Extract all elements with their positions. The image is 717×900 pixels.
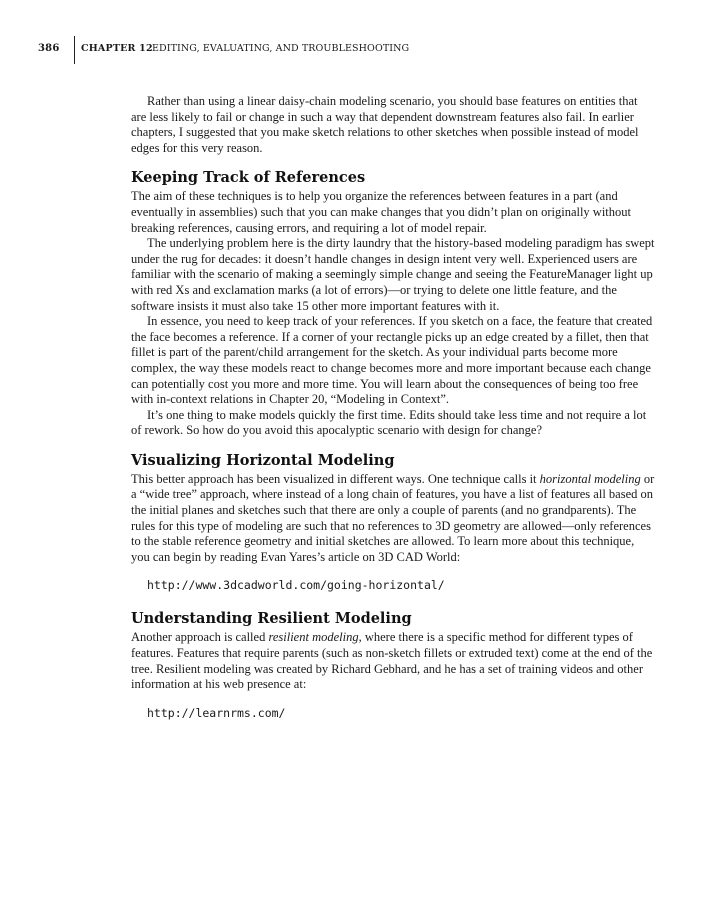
section-heading: Keeping Track of References [131, 169, 366, 187]
body-paragraph: In essence, you need to keep track of your references. If you sketch on a face, the feature that created the face becomes a reference. If a corner of your rectangle picks up an edge created by a fillet, then that fillet is part of the parent/child arrangement for the sketch. As your individual parts become more complex, the way these models react to change becomes more and more important because each change can potentially cost you more and more time. You will learn about the consequences of being too free with in-context relations in Chapter 20, “Modeling in Context”. [131, 314, 653, 407]
body-text: Another approach is called [131, 630, 269, 645]
body-paragraph: It’s one thing to make models quickly the first time. Edits should take less time and not require a lot of rework. So how do you avoid this apocalyptic scenario with design for change? [131, 407, 647, 438]
section-heading: Visualizing Horizontal Modeling [131, 451, 395, 469]
chapter-title: EDITING, EVALUATING, AND TROUBLESHOOTING [152, 43, 410, 54]
italic-term: horizontal modeling [539, 471, 641, 486]
chapter-label: CHAPTER 12 [81, 43, 153, 54]
body-text: or a “wide tree” approach, where instead of a long chain of features, you have a list of features all based on the initial planes and sketches such that there are only a couple of parents (and no grandparents). The rules for this type of modeling are such that no references to 3D geometry are allowed—only references to the stable reference geometry and initial sketches are allowed. To learn more about this technique, you can begin by reading Evan Yares’s article on 3D CAD World: [131, 471, 655, 564]
url-learnrms-link[interactable]: http://learnrms.com/ [147, 705, 286, 720]
body-paragraph [131, 630, 655, 692]
running-head [38, 36, 658, 66]
url-3dcadworld-link[interactable]: http://www.3dcadworld.com/going-horizontal/ [147, 578, 445, 593]
section-heading: Understanding Resilient Modeling [131, 610, 412, 628]
section-understanding-resilient-modeling [131, 610, 655, 720]
body-paragraph: The aim of these techniques is to help you organize the references between features in a part (and eventually in assemblies) such that you can make changes that you didn’t plan on originally without breaking references, causing errors, and requiring a lot of model repair. [131, 189, 632, 235]
body-paragraph: The underlying problem here is the dirty laundry that the history-based modeling paradigm has swept under the rug for decades: it doesn’t handle changes in design intent very well. Experienced users are familiar with the scenario of making a seemingly simple change and seeing the FeatureManager light up with red Xs and exclamation marks (a lot of errors)—or trying to delete one little feature, and the software insists it must also take 15 other more important features with it. [131, 236, 655, 313]
section-visualizing-horizontal-modeling [131, 452, 655, 598]
body-text: , where there is a specific method for different types of features. Features that require parents (such as non-sketch fillets or extruded text) come at the end of the tree. Resilient modeling was created by Richard Gebhard, and he has a set of training videos and other information at his web presence at: [131, 630, 653, 692]
section-keeping-track-of-references [131, 169, 655, 439]
spacer [131, 593, 655, 597]
page-number: 386 [38, 43, 60, 54]
header-divider [74, 36, 75, 64]
body-paragraph [131, 472, 655, 566]
intro-paragraph: Rather than using a linear daisy-chain modeling scenario, you should base features on entities that are less likely to fail or change in such a way that dependent downstream features also fail. In earlier chapters, I suggested that you make sketch relations to other sketches when possible instead of model edges for this very reason. [131, 94, 639, 155]
page-body [131, 94, 655, 721]
body-text: This better approach has been visualized in different ways. One technique calls it [131, 471, 540, 486]
italic-term: resilient modeling [268, 630, 359, 645]
